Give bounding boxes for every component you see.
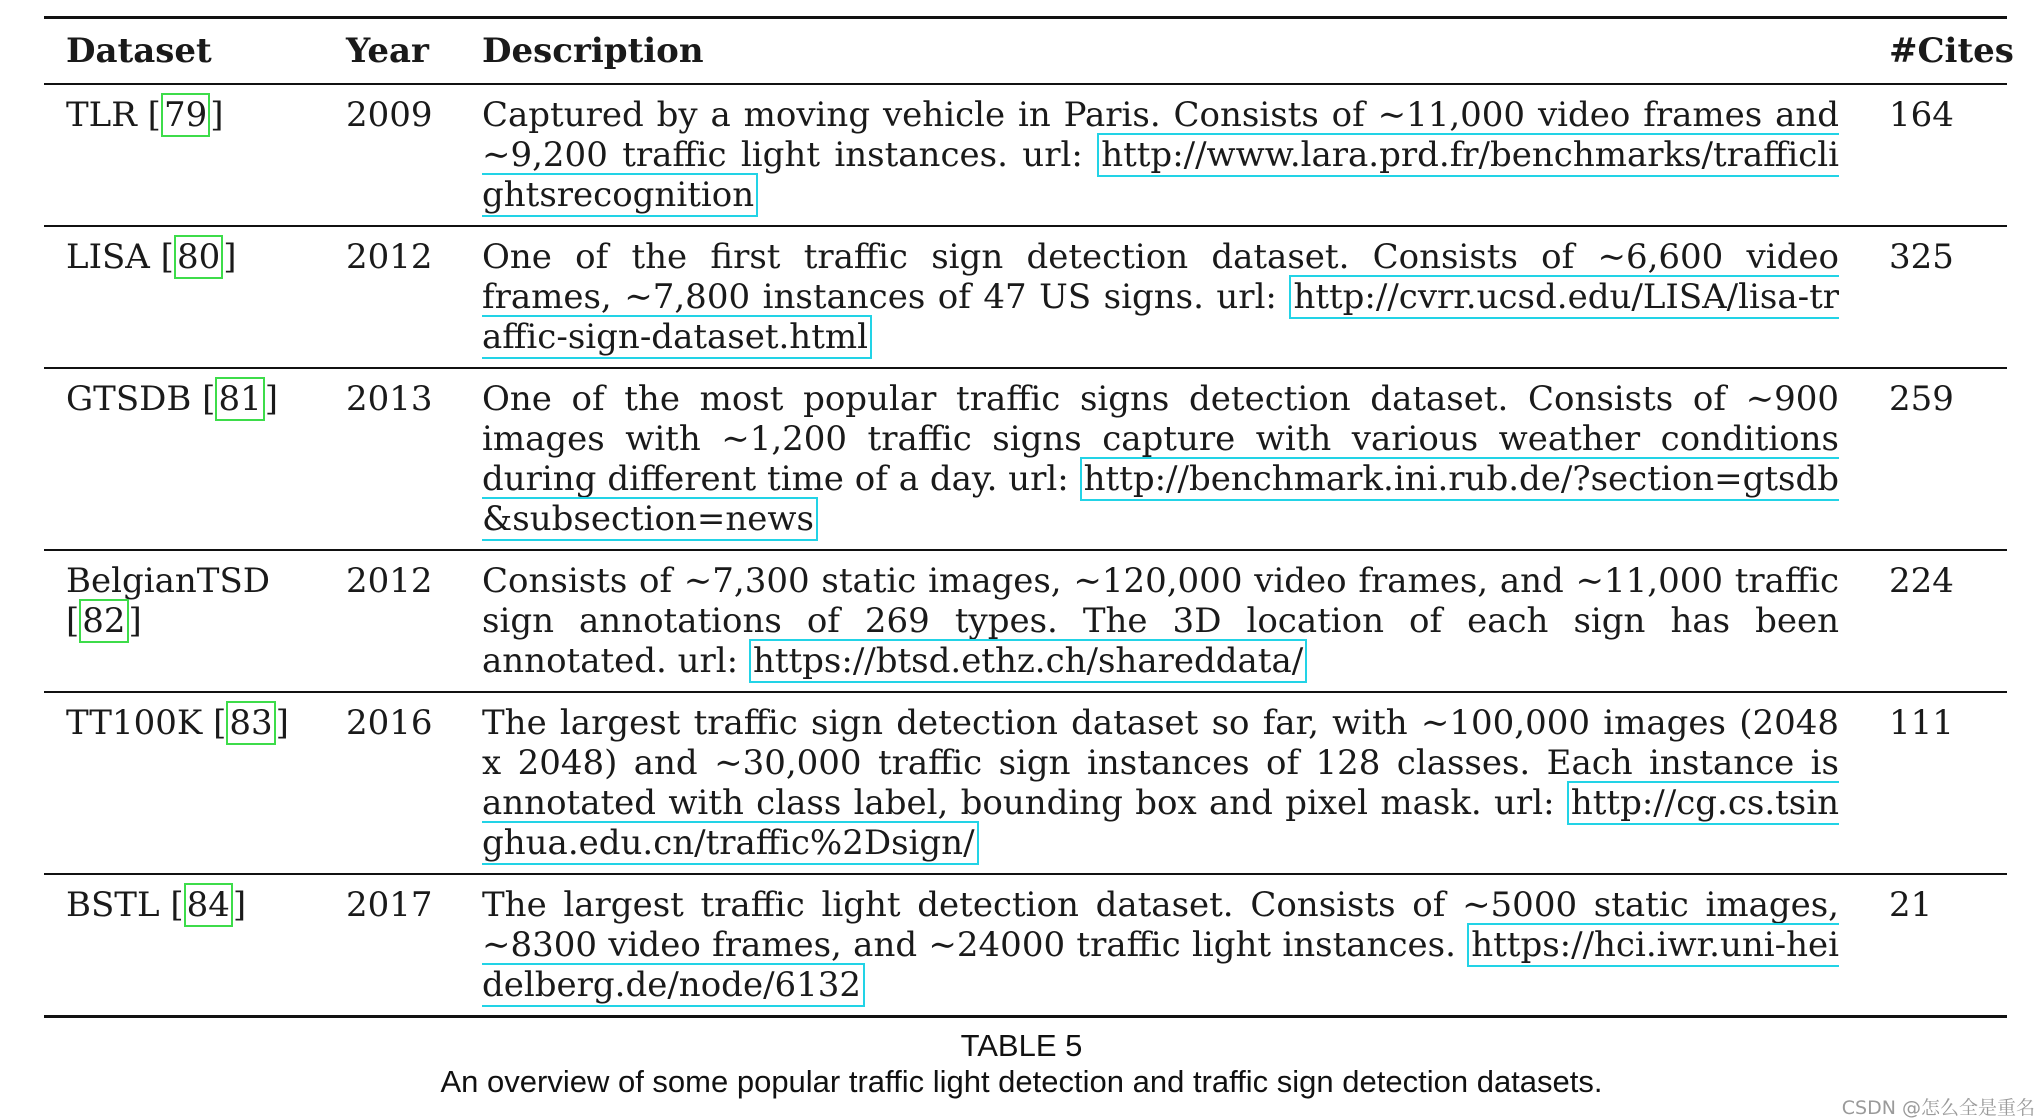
- url-link[interactable]: https://btsd.ethz.ch/shareddata/: [749, 639, 1307, 683]
- datasets-table-wrapper: [44, 16, 2014, 1018]
- url-link[interactable]: http://benchmark.ini.rub.de/?section=gtsdb&subsection=news: [482, 459, 1839, 539]
- watermark: CSDN @怎么全是重名: [1841, 1097, 2035, 1119]
- dataset-cell: TT100K [83]: [66, 703, 289, 743]
- description-text: The largest traffic light detection dataset. Consists of ∼5000 static images, ∼8300 video frames, and ∼24000 traffic light instances.: [482, 885, 1839, 965]
- dataset-cell: GTSDB [81]: [66, 379, 278, 419]
- dataset-cell: BSTL [84]: [66, 885, 247, 925]
- cites-cell: 224: [1889, 561, 1954, 601]
- dataset-name: BSTL: [66, 885, 160, 925]
- description-text: One of the most popular traffic signs detection dataset. Consists of ∼900 images with ∼1,200 traffic signs capture with various weather conditions during different time of a day. url:: [482, 379, 1839, 499]
- citation-link[interactable]: 81: [215, 377, 264, 421]
- description-cell: [460, 368, 1867, 550]
- description-text: Captured by a moving vehicle in Paris. Consists of ∼11,000 video frames and ∼9,200 traffic light instances. url:: [482, 95, 1839, 175]
- table-body: [44, 84, 2007, 1017]
- table-row: [44, 368, 2007, 550]
- url-link[interactable]: http://cvrr.ucsd.edu/LISA/lisa-traffic-sign-dataset.html: [482, 277, 1839, 357]
- description-cell: [460, 692, 1867, 874]
- table-row: [44, 692, 2007, 874]
- header-dataset: Dataset: [66, 31, 212, 71]
- header-description: Description: [482, 31, 704, 71]
- cites-cell: 164: [1889, 95, 1954, 135]
- header-row: [44, 18, 2007, 85]
- url-link[interactable]: https://hci.iwr.uni-heidelberg.de/node/6132: [482, 925, 1840, 1005]
- year-cell: 2012: [346, 237, 433, 277]
- description-text: The largest traffic sign detection dataset so far, with ∼100,000 images (2048 x 2048) and ∼30,000 traffic sign instances of 128 classes. Each instance is annotated with class label, bounding box and pixel mask. url:: [482, 703, 1839, 823]
- citation-link[interactable]: 82: [79, 599, 128, 643]
- year-cell: 2013: [346, 379, 433, 419]
- description-cell: [460, 226, 1867, 368]
- description-text: Consists of ∼7,300 static images, ∼120,000 video frames, and ∼11,000 traffic sign annotations of 269 types. The 3D location of each sign has been annotated. url:: [482, 561, 1839, 681]
- cites-cell: 21: [1889, 885, 1933, 925]
- dataset-name: BelgianTSD: [66, 561, 271, 601]
- datasets-table: [44, 16, 2014, 1018]
- dataset-cell: TLR [79]: [66, 95, 224, 135]
- table-row: [44, 84, 2007, 226]
- description-cell: [460, 874, 1867, 1017]
- dataset-cell: BelgianTSD [82]: [66, 561, 271, 641]
- citation-link[interactable]: 79: [161, 93, 210, 137]
- table-row: [44, 226, 2007, 368]
- year-cell: 2016: [346, 703, 433, 743]
- year-cell: 2009: [346, 95, 433, 135]
- dataset-name: GTSDB: [66, 379, 192, 419]
- header-year: Year: [346, 31, 429, 71]
- table-header: [44, 18, 2014, 85]
- url-link[interactable]: http://www.lara.prd.fr/benchmarks/trafficlightsrecognition: [482, 135, 1839, 215]
- description-cell: [460, 84, 1867, 226]
- table-row: [44, 874, 2007, 1017]
- table-caption-text: An overview of some popular traffic light detection and traffic sign detection datasets.: [440, 1064, 1603, 1099]
- citation-link[interactable]: 84: [184, 883, 233, 927]
- citation-link[interactable]: 83: [226, 701, 275, 745]
- table-caption-label: TABLE 5: [960, 1028, 1083, 1063]
- cites-cell: 325: [1889, 237, 1954, 277]
- table-row: [44, 550, 2007, 692]
- description-text: One of the first traffic sign detection dataset. Consists of ∼6,600 video frames, ∼7,800 instances of 47 US signs. url:: [482, 237, 1839, 317]
- cites-cell: 259: [1889, 379, 1954, 419]
- description-cell: [460, 550, 1867, 692]
- dataset-name: TT100K: [66, 703, 203, 743]
- dataset-name: LISA: [66, 237, 150, 277]
- dataset-cell: LISA [80]: [66, 237, 237, 277]
- dataset-name: TLR: [66, 95, 137, 135]
- year-cell: 2012: [346, 561, 433, 601]
- year-cell: 2017: [346, 885, 433, 925]
- cites-cell: 111: [1889, 703, 1954, 743]
- header-cites: #Cites: [1889, 31, 2014, 71]
- url-link[interactable]: http://cg.cs.tsinghua.edu.cn/traffic%2Dsign/: [482, 783, 1840, 863]
- citation-link[interactable]: 80: [174, 235, 223, 279]
